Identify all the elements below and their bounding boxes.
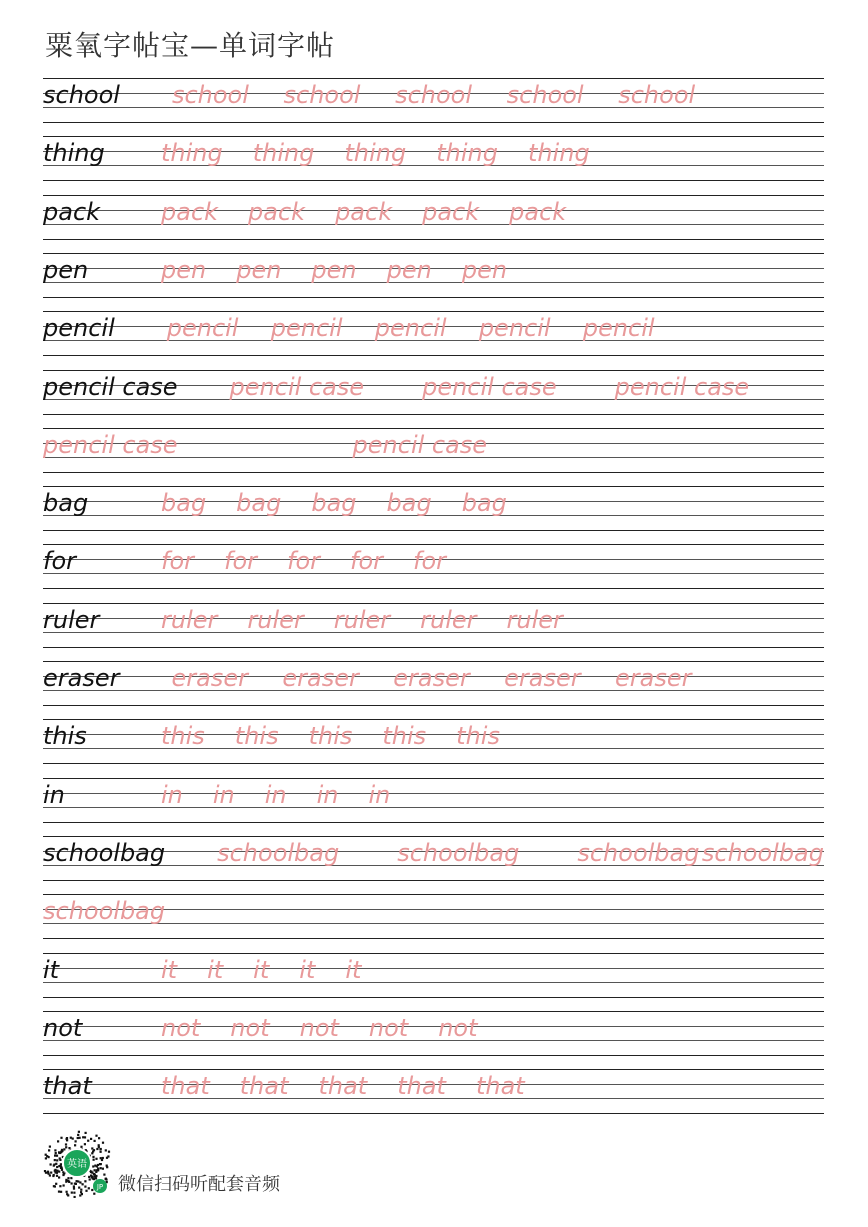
- trace-word: not: [230, 1013, 270, 1042]
- trace-word: pencil: [374, 314, 447, 343]
- trace-word: school: [618, 81, 696, 109]
- trace-word: pencil: [582, 314, 655, 343]
- trace-word: ruler: [506, 605, 563, 634]
- trace-word: in: [264, 780, 287, 809]
- guide-rule: [43, 603, 824, 604]
- trace-word: it: [253, 955, 270, 984]
- practice-row: [43, 894, 824, 938]
- guide-rule: [43, 880, 824, 881]
- trace-word: for: [224, 547, 257, 576]
- guide-rule: [43, 778, 824, 779]
- trace-word: for: [413, 547, 446, 576]
- trace-word: for: [350, 547, 383, 576]
- trace-word: school: [283, 81, 361, 109]
- trace-word: this: [234, 722, 279, 751]
- trace-word: school: [506, 81, 584, 109]
- trace-word: bag: [161, 489, 207, 518]
- trace-word: schoolbag: [701, 838, 824, 867]
- trace-word: that: [475, 1072, 525, 1101]
- trace-word: that: [397, 1072, 446, 1101]
- trace-word: this: [456, 722, 500, 751]
- trace-word: eraser: [171, 664, 248, 692]
- trace-word: it: [299, 955, 316, 984]
- practice-row: [43, 428, 824, 472]
- lead-word: pencil: [43, 314, 115, 343]
- trace-word: schoolbag: [397, 838, 520, 867]
- qr-code-icon[interactable]: [42, 1128, 112, 1198]
- lead-word: that: [43, 1072, 92, 1101]
- guide-rule: [43, 953, 824, 954]
- trace-word: pen: [161, 255, 207, 284]
- trace-word: that: [161, 1072, 210, 1101]
- footer: [40, 1126, 440, 1201]
- guide-rule: [43, 544, 824, 545]
- trace-word: schoolbag: [217, 838, 340, 867]
- trace-word: for: [161, 547, 194, 576]
- practice-row: [43, 603, 824, 647]
- guide-rule: [43, 822, 824, 823]
- trace-word: pen: [311, 255, 357, 284]
- practice-row: [43, 195, 824, 239]
- trace-word: not: [161, 1013, 201, 1042]
- guide-rule: [43, 1113, 824, 1114]
- trace-word: pen: [386, 255, 432, 284]
- trace-word: in: [161, 780, 183, 809]
- trace-word: pack: [161, 197, 219, 226]
- practice-row: [43, 778, 824, 822]
- guide-rule: [43, 472, 824, 473]
- guide-rule: [43, 428, 824, 429]
- trace-word: bag: [311, 489, 357, 518]
- trace-word: ruler: [333, 605, 391, 634]
- practice-row: [43, 486, 824, 530]
- page-title: 粟氧字帖宝—单词字帖: [45, 29, 336, 62]
- trace-word: this: [161, 722, 205, 751]
- trace-word: ruler: [420, 605, 477, 634]
- guide-rule: [43, 180, 824, 181]
- guide-rule: [43, 311, 824, 312]
- qr-corner-text: JP: [96, 1183, 104, 1191]
- trace-word: in: [212, 780, 235, 809]
- trace-word: pencil case: [614, 372, 750, 401]
- lead-word: bag: [43, 489, 89, 518]
- guide-rule: [43, 1069, 824, 1070]
- practice-row: [43, 953, 824, 997]
- guide-rule: [43, 647, 824, 648]
- trace-word: thing: [161, 139, 223, 168]
- trace-word: eraser: [282, 664, 359, 692]
- lead-word: school: [43, 81, 120, 109]
- trace-word: pencil: [166, 314, 239, 343]
- footer-caption: 微信扫码听配套音频: [118, 1174, 280, 1195]
- trace-word: that: [318, 1072, 368, 1101]
- practice-row: [43, 370, 824, 414]
- practice-row: [43, 1069, 824, 1113]
- trace-word: ruler: [161, 605, 218, 634]
- trace-word: pencil case: [43, 430, 178, 459]
- lead-word: in: [43, 780, 65, 809]
- guide-rule: [43, 122, 824, 123]
- guide-rule: [43, 705, 824, 706]
- trace-word: pack: [335, 197, 393, 226]
- practice-row: [43, 661, 824, 705]
- trace-word: pen: [461, 255, 508, 284]
- practice-row: [43, 1011, 824, 1055]
- lead-word: pack: [43, 197, 101, 226]
- guide-rule: [43, 530, 824, 531]
- trace-word: schoolbag: [577, 838, 700, 867]
- trace-word: not: [438, 1013, 478, 1042]
- guide-rule: [43, 661, 824, 662]
- trace-word: schoolbag: [43, 897, 166, 926]
- trace-word: pack: [422, 197, 480, 226]
- lead-word: for: [43, 547, 76, 576]
- trace-word: pack: [509, 197, 567, 226]
- trace-word: in: [316, 780, 339, 809]
- trace-word: pencil: [478, 314, 551, 343]
- guide-rule: [43, 588, 824, 589]
- practice-row: [43, 136, 824, 180]
- lead-word: ruler: [43, 605, 100, 634]
- trace-word: bag: [461, 489, 507, 518]
- qr-badge-text: 英语: [67, 1159, 87, 1170]
- guide-rule: [43, 195, 824, 196]
- lead-word: thing: [43, 139, 105, 168]
- trace-word: not: [368, 1013, 409, 1042]
- guide-rule: [43, 297, 824, 298]
- trace-word: pencil case: [229, 372, 365, 401]
- trace-word: thing: [527, 139, 590, 168]
- guide-rule: [43, 836, 824, 837]
- lead-word: pencil case: [43, 372, 178, 401]
- trace-word: it: [161, 955, 178, 984]
- trace-word: bag: [386, 489, 432, 518]
- trace-word: in: [368, 780, 391, 809]
- trace-word: not: [299, 1013, 339, 1042]
- lead-word: not: [43, 1013, 83, 1042]
- guide-rule: [43, 1055, 824, 1056]
- guide-rule: [43, 938, 824, 939]
- guide-rule: [43, 763, 824, 764]
- trace-word: pencil case: [422, 372, 557, 401]
- practice-row: [43, 311, 824, 355]
- trace-word: eraser: [504, 664, 581, 692]
- guide-rule: [43, 894, 824, 895]
- qr-code-graphic: [42, 1128, 112, 1198]
- trace-word: school: [171, 81, 249, 109]
- trace-word: thing: [344, 139, 407, 168]
- trace-word: bag: [236, 489, 282, 518]
- guide-rule: [43, 370, 824, 371]
- trace-word: this: [308, 722, 353, 751]
- practice-row: [43, 544, 824, 588]
- trace-word: eraser: [393, 664, 470, 692]
- trace-word: this: [382, 722, 427, 751]
- trace-word: eraser: [615, 664, 692, 692]
- guide-rule: [43, 414, 824, 415]
- practice-row: [43, 253, 824, 297]
- trace-word: pencil: [270, 314, 343, 343]
- trace-word: for: [287, 547, 320, 576]
- guide-rule: [43, 486, 824, 487]
- practice-row: [43, 836, 824, 880]
- trace-word: pencil case: [352, 430, 488, 459]
- trace-word: pack: [248, 197, 306, 226]
- trace-word: thing: [436, 139, 498, 168]
- guide-rule: [43, 136, 824, 137]
- trace-word: pen: [236, 255, 282, 284]
- trace-word: it: [345, 955, 362, 984]
- lead-word: eraser: [43, 664, 120, 692]
- trace-word: ruler: [247, 605, 304, 634]
- guide-rule: [43, 253, 824, 254]
- guide-rule: [43, 719, 824, 720]
- practice-row: [43, 719, 824, 763]
- lead-word: pen: [43, 255, 89, 284]
- lead-word: it: [43, 955, 60, 984]
- guide-rule: [43, 1011, 824, 1012]
- trace-word: that: [239, 1072, 289, 1101]
- guide-rule: [43, 997, 824, 998]
- lead-word: schoolbag: [43, 838, 166, 867]
- trace-word: thing: [252, 139, 315, 168]
- guide-rule: [43, 355, 824, 356]
- practice-row: [43, 78, 824, 122]
- trace-word: it: [207, 955, 224, 984]
- guide-rule: [43, 78, 824, 79]
- guide-rule: [43, 239, 824, 240]
- trace-word: school: [395, 81, 473, 109]
- lead-word: this: [43, 722, 87, 751]
